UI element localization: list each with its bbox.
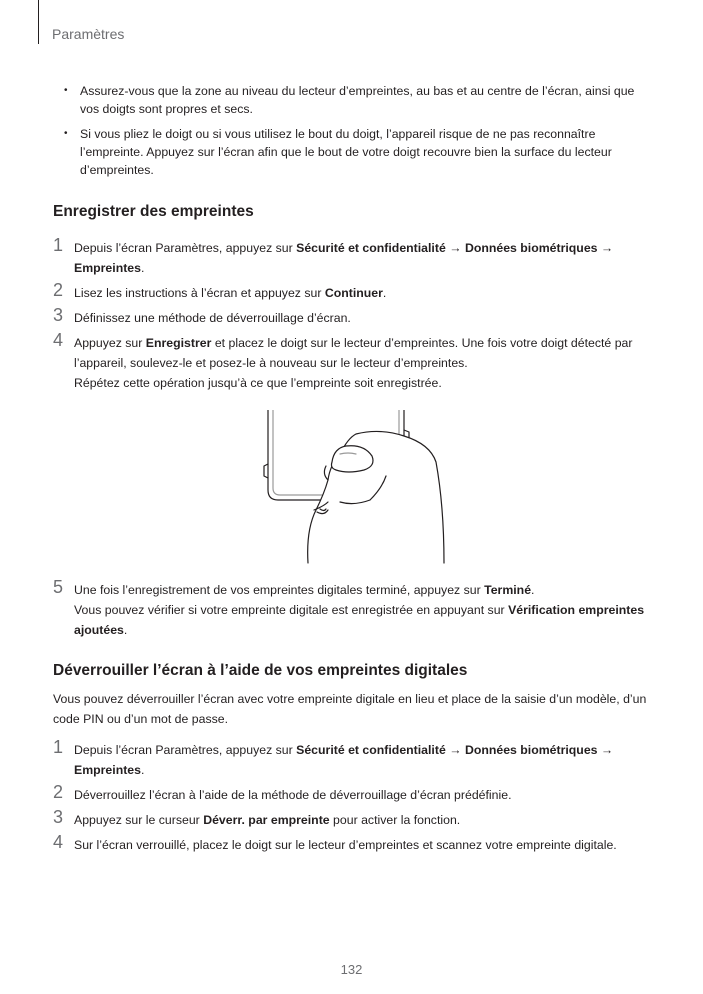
bullet-icon: • <box>64 128 68 139</box>
step-item <box>53 737 653 780</box>
section-title-unlock: Déverrouiller l’écran à l’aide de vos empreintes digitales <box>53 662 468 679</box>
unlock-steps <box>53 737 653 860</box>
tip-item <box>64 125 654 179</box>
tip-text: Si vous pliez le doigt ou si vous utilisez le bout du doigt, l’appareil risque de ne pas reconnaître l’empreinte. Appuyez sur l’écran afin que le bout de votre doigt recouvre bien la surface du lecteur d’empreintes. <box>80 127 612 177</box>
tips-list <box>64 82 654 186</box>
step-text: Sur l’écran verrouillé, placez le doigt sur le lecteur d’empreintes et scannez votre empreinte digitale. <box>74 838 617 852</box>
step-number: 3 <box>53 807 64 827</box>
step-number: 4 <box>53 330 64 350</box>
tip-text: Assurez-vous que la zone au niveau du lecteur d’empreintes, au bas et au centre de l’écran, ainsi que vos doigts sont propres et secs. <box>80 84 635 116</box>
step-number: 2 <box>53 782 64 802</box>
page-header-title: Paramètres <box>52 26 125 42</box>
section-intro: Vous pouvez déverrouiller l’écran avec votre empreinte digitale en lieu et place de la saisie d’un modèle, d’un code PIN ou d’un mot de passe. <box>53 692 647 726</box>
step-number: 2 <box>53 280 64 300</box>
step-text: Depuis l’écran Paramètres, appuyez sur Sécurité et confidentialité → Données biométriques → Empreintes. <box>74 743 614 777</box>
step-item <box>53 235 653 278</box>
step-item <box>53 807 653 830</box>
page-number: 132 <box>340 962 363 977</box>
step-item <box>53 330 653 393</box>
section-title-register: Enregistrer des empreintes <box>53 203 254 220</box>
step-text: Depuis l’écran Paramètres, appuyez sur Sécurité et confidentialité → Données biométriques → Empreintes. <box>74 241 614 275</box>
step-item <box>53 577 653 640</box>
step-item <box>53 280 653 303</box>
header-rule <box>38 0 39 44</box>
step-item <box>53 305 653 328</box>
step-number: 1 <box>53 235 64 255</box>
register-steps <box>53 235 653 398</box>
step-text: Déverrouillez l’écran à l’aide de la méthode de déverrouillage d’écran prédéfinie. <box>74 788 512 802</box>
tip-item <box>64 82 654 118</box>
step-note: Répétez cette opération jusqu’à ce que l’empreinte soit enregistrée. <box>74 376 442 390</box>
bullet-icon: • <box>64 85 68 96</box>
step-number: 4 <box>53 832 64 852</box>
step-item <box>53 782 653 805</box>
step-number: 3 <box>53 305 64 325</box>
step-number: 1 <box>53 737 64 757</box>
step-text: Une fois l’enregistrement de vos empreintes digitales terminé, appuyez sur Terminé. <box>74 583 535 597</box>
step-note: Vous pouvez vérifier si votre empreinte digitale est enregistrée en appuyant sur Vérification empreintes ajoutées. <box>74 603 645 637</box>
step-item <box>53 832 653 855</box>
fingerprint-illustration <box>244 410 456 565</box>
step-text: Appuyez sur Enregistrer et placez le doigt sur le lecteur d’empreintes. Une fois votre doigt détecté par l’appareil, soulevez-le et posez-le à nouveau sur le lecteur d’empreintes. <box>74 336 633 370</box>
step-number: 5 <box>53 577 64 597</box>
step-text: Définissez une méthode de déverrouillage d’écran. <box>74 311 351 325</box>
step-text: Appuyez sur le curseur Déverr. par empreinte pour activer la fonction. <box>74 813 461 827</box>
register-steps-continued <box>53 577 653 645</box>
step-text: Lisez les instructions à l’écran et appuyez sur Continuer. <box>74 286 387 300</box>
